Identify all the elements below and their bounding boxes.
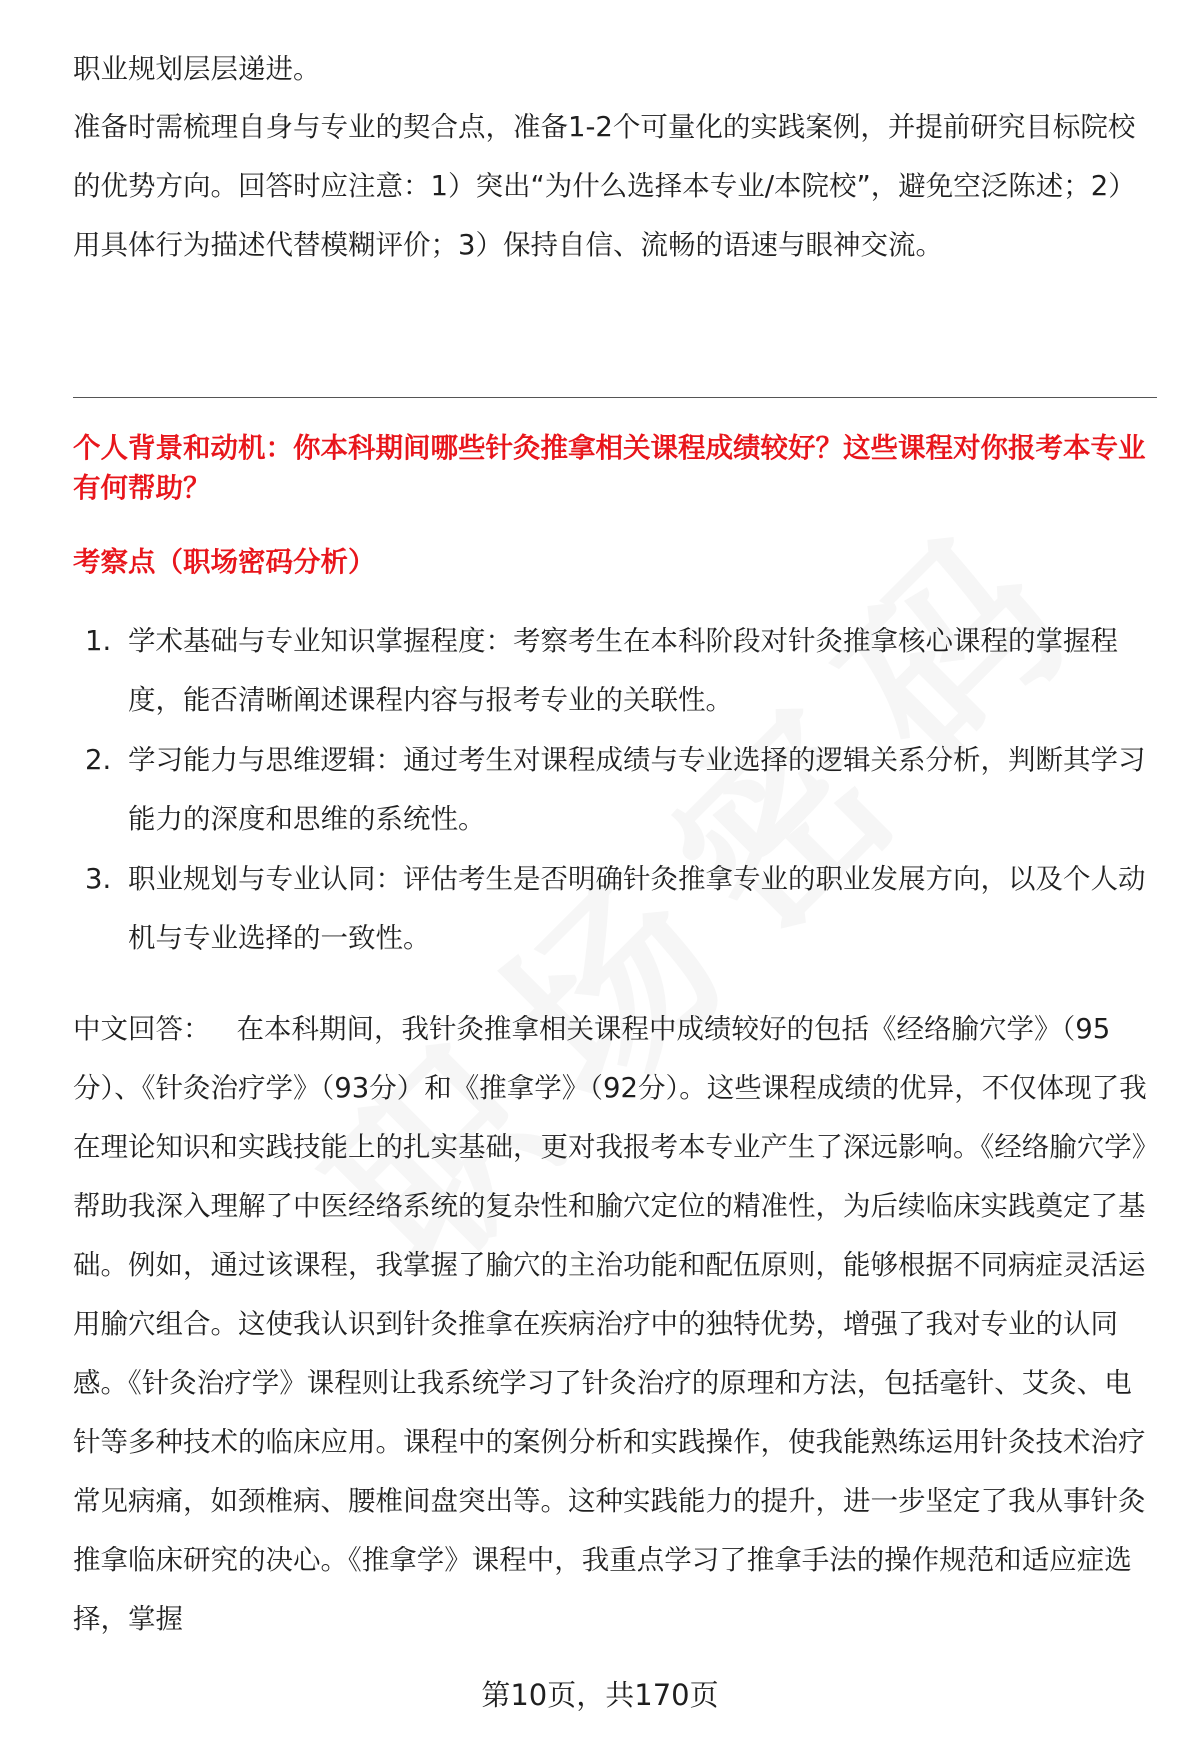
list-item [73, 850, 1157, 968]
list-item [73, 731, 1157, 849]
focus-list [73, 612, 1157, 969]
question-heading: 个人背景和动机：你本科期间哪些针灸推拿相关课程成绩较好？这些课程对你报考本专业有何帮助？ [73, 432, 1146, 504]
list-number: 3. [85, 863, 112, 895]
page-number: 第10页，共170页 [481, 1678, 719, 1712]
intro-line: 职业规划层层递进。 [73, 53, 321, 85]
list-number: 1. [85, 625, 112, 657]
list-text: 职业规划与专业认同：评估考生是否明确针灸推拿专业的职业发展方向，以及个人动机与专业选择的一致性。 [128, 863, 1146, 954]
answer-text: 在本科期间，我针灸推拿相关课程中成绩较好的包括《经络腧穴学》（95分）、《针灸治疗学》（93分）和《推拿学》（92分）。这些课程成绩的优异，不仅体现了我在理论知识和实践技能上的扎实基础，更对我报考本专业产生了深远影响。《经络腧穴学》帮助我深入理解了中医经络系统的复杂性和腧穴定位的精准性，为后续临床实践奠定了基础。例如，通过该课程，我掌握了腧穴的主治功能和配伍原则，能够根据不同病症灵活运用腧穴组合。这使我认识到针灸推拿在疾病治疗中的独特优势，增强了我对专业的认同感。《针灸治疗学》课程则让我系统学习了针灸治疗的原理和方法，包括毫针、艾灸、电针等多种技术的临床应用。课程中的案例分析和实践操作，使我能熟练运用针灸技术治疗常见病痛，如颈椎病、腰椎间盘突出等。这种实践能力的提升，进一步坚定了我从事针灸推拿临床研究的决心。《推拿学》课程中，我重点学习了推拿手法的操作规范和适应症选择，掌握 [73, 1013, 1147, 1635]
section-divider [73, 397, 1157, 398]
preparation-tips: 准备时需梳理自身与专业的契合点，准备1-2个可量化的实践案例，并提前研究目标院校的优势方向。回答时应注意：1）突出“为什么选择本专业/本院校”，避免空泛陈述；2）用具体行为描述代替模糊评价；3）保持自信、流畅的语速与眼神交流。 [73, 111, 1136, 261]
list-item [73, 612, 1157, 730]
answer-paragraph [73, 1000, 1153, 1649]
list-text: 学术基础与专业知识掌握程度：考察考生在本科阶段对针灸推拿核心课程的掌握程度，能否清晰阐述课程内容与报考专业的关联性。 [128, 625, 1118, 716]
focus-heading: 考察点（职场密码分析） [73, 546, 376, 578]
list-text: 学习能力与思维逻辑：通过考生对课程成绩与专业选择的逻辑关系分析，判断其学习能力的深度和思维的系统性。 [128, 744, 1146, 835]
list-number: 2. [85, 744, 112, 776]
answer-label: 中文回答： [73, 1013, 211, 1045]
